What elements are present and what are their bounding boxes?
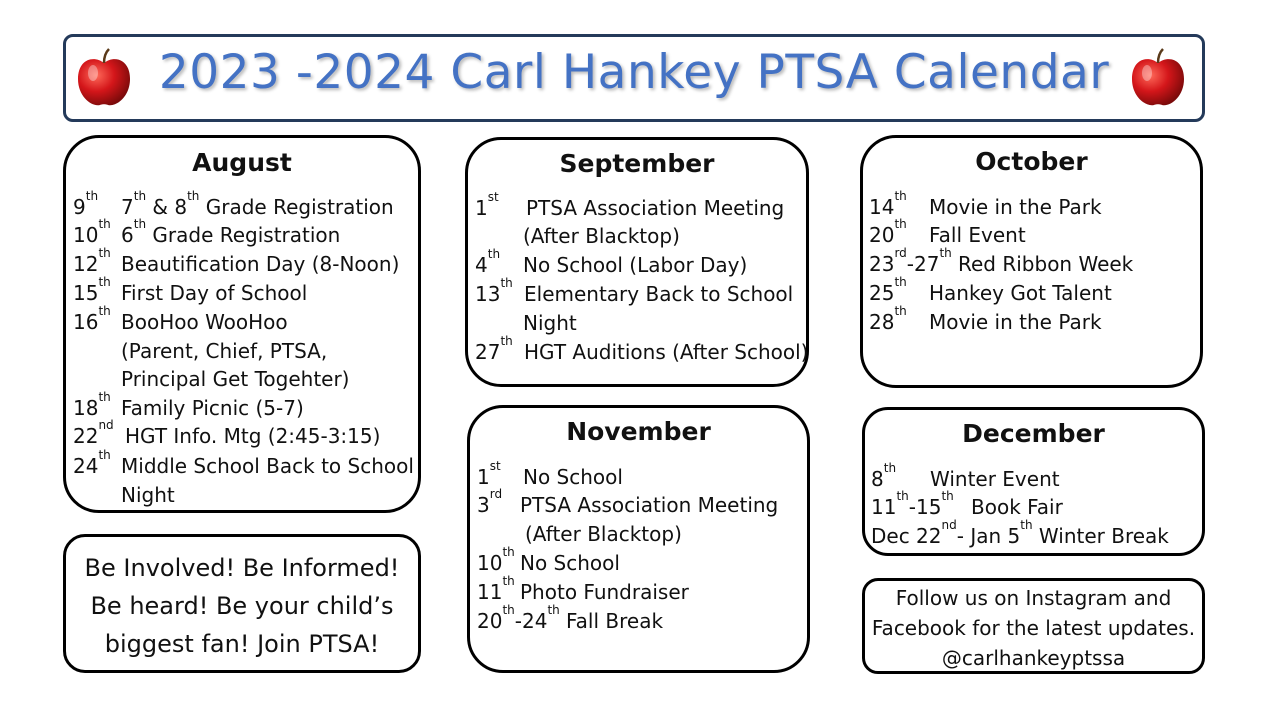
involve-line: Be heard! Be your child’s (90, 592, 394, 620)
event-item: 25th Hankey Got Talent (869, 275, 1112, 305)
event-item: 11th-15th Book Fair (871, 489, 1063, 519)
month-title: October (975, 147, 1088, 176)
social-line: Follow us on Instagram and (895, 586, 1172, 610)
month-title: August (192, 148, 292, 177)
event-item: 16th BooHoo WooHoo (73, 304, 288, 334)
month-title: December (962, 419, 1105, 448)
month-title: September (559, 149, 715, 178)
month-title: November (566, 417, 711, 446)
event-item: 4th No School (Labor Day) (475, 247, 748, 277)
event-item: 10th No School (477, 545, 620, 575)
event-item: 10th 6th Grade Registration (73, 217, 341, 247)
event-continuation: (Parent, Chief, PTSA, (121, 339, 328, 363)
event-item: 20th-24th Fall Break (477, 603, 664, 633)
event-continuation: (After Blacktop) (525, 522, 682, 546)
event-item: 3rd PTSA Association Meeting (477, 487, 779, 517)
event-item: 15th First Day of School (73, 275, 308, 305)
event-continuation: Night (523, 311, 577, 335)
event-item: 24th Middle School Back to School (73, 448, 414, 478)
event-item: 23rd-27th Red Ribbon Week (869, 246, 1134, 276)
involve-line: Be Involved! Be Informed! (84, 554, 400, 582)
event-item: 13th Elementary Back to School (475, 276, 794, 306)
instagram-handle: @carlhankeyptssa (941, 646, 1126, 670)
event-item: 11th Photo Fundraiser (477, 574, 689, 604)
event-item: 8th Winter Event (871, 461, 1060, 491)
event-item: 14th Movie in the Park (869, 189, 1102, 219)
event-continuation: Principal Get Togehter) (121, 367, 350, 391)
involve-line: biggest fan! Join PTSA! (104, 630, 380, 658)
social-message-box (862, 578, 1205, 674)
event-item: 27th HGT Auditions (After School) (475, 334, 809, 364)
event-item: 1st No School (477, 459, 623, 489)
event-continuation: Night (121, 483, 175, 507)
involve-message-box (63, 534, 421, 673)
social-line: Facebook for the latest updates. (871, 616, 1196, 640)
event-item: 20th Fall Event (869, 217, 1026, 247)
event-continuation: (After Blacktop) (523, 224, 680, 248)
event-item: 22nd HGT Info. Mtg (2:45-3:15) (73, 418, 381, 448)
page-title: 2023 -2024 Carl Hankey PTSA Calendar (158, 45, 1110, 100)
title-banner (63, 34, 1205, 122)
event-item: 18th Family Picnic (5-7) (73, 390, 304, 420)
event-item: 28th Movie in the Park (869, 304, 1102, 334)
event-item: Dec 22nd- Jan 5th Winter Break (871, 518, 1169, 548)
event-item: 9th 7th & 8th Grade Registration (73, 189, 394, 219)
event-item: 1st PTSA Association Meeting (475, 190, 785, 220)
apple-icon (1128, 47, 1188, 109)
event-item: 12th Beautification Day (8-Noon) (73, 246, 400, 276)
